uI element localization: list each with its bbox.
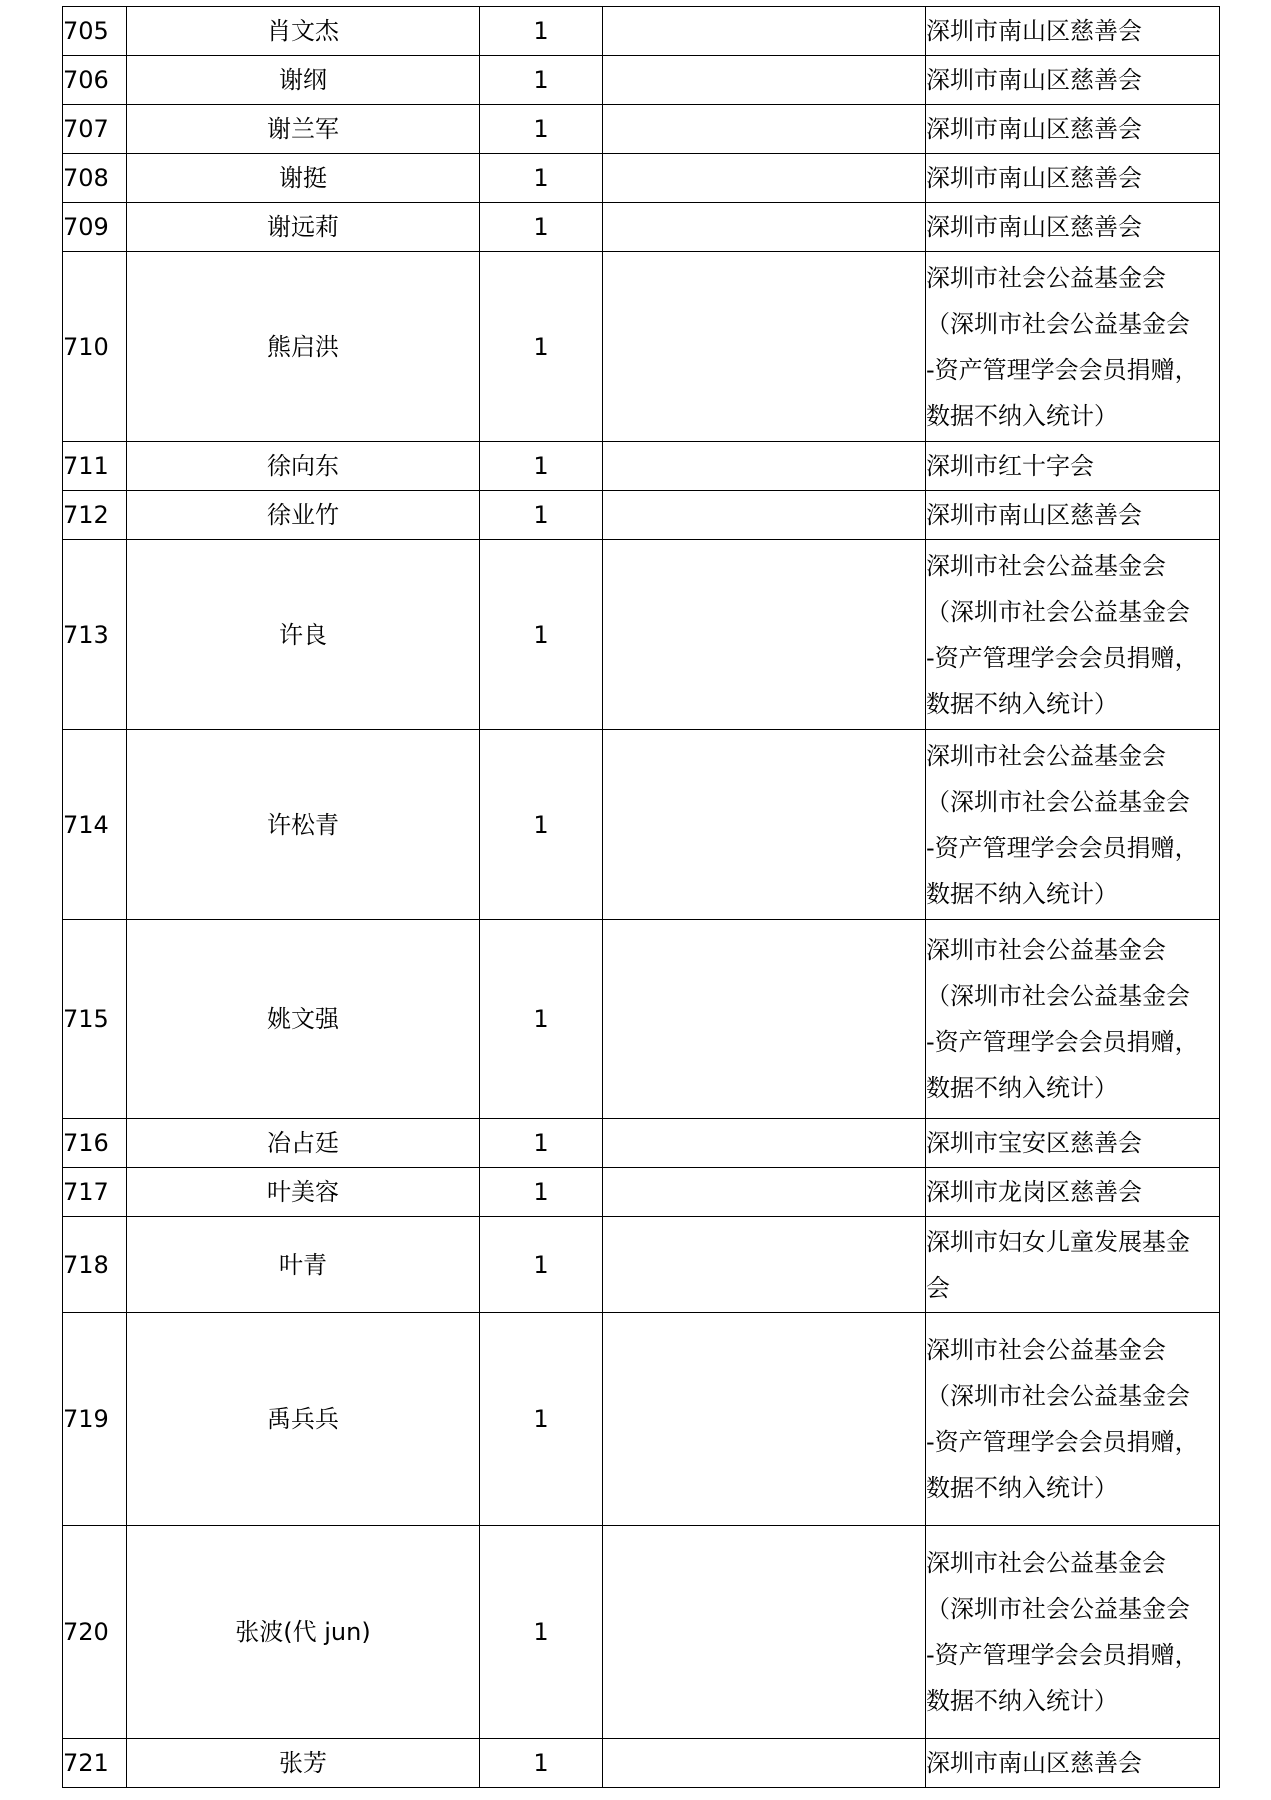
row-number-cell: 709 <box>63 203 127 252</box>
note-cell <box>603 154 926 203</box>
recipient-org-cell: 深圳市社会公益基金会 （深圳市社会公益基金会 -资产管理学会会员捐赠， 数据不纳入统计） <box>926 1313 1220 1526</box>
recipient-org-cell: 深圳市南山区慈善会 <box>926 105 1220 154</box>
recipient-org-cell: 深圳市南山区慈善会 <box>926 7 1220 56</box>
table-row <box>63 105 1220 154</box>
donor-name-cell: 叶青 <box>127 1217 480 1313</box>
donor-name-cell: 徐向东 <box>127 442 480 491</box>
recipient-org-cell: 深圳市红十字会 <box>926 442 1220 491</box>
donor-name-cell: 叶美容 <box>127 1168 480 1217</box>
recipient-org-cell: 深圳市社会公益基金会 （深圳市社会公益基金会 -资产管理学会会员捐赠， 数据不纳入统计） <box>926 730 1220 920</box>
amount-cell: 1 <box>480 1313 603 1526</box>
recipient-org-cell: 深圳市南山区慈善会 <box>926 203 1220 252</box>
table-row <box>63 491 1220 540</box>
row-number-cell: 720 <box>63 1526 127 1739</box>
recipient-org-cell: 深圳市宝安区慈善会 <box>926 1119 1220 1168</box>
row-number-cell: 707 <box>63 105 127 154</box>
table-row <box>63 540 1220 730</box>
donor-name-cell: 谢远莉 <box>127 203 480 252</box>
table-row <box>63 56 1220 105</box>
table-row <box>63 920 1220 1119</box>
donor-name-cell: 姚文强 <box>127 920 480 1119</box>
donor-name-cell: 肖文杰 <box>127 7 480 56</box>
amount-cell: 1 <box>480 1739 603 1788</box>
amount-cell: 1 <box>480 730 603 920</box>
amount-cell: 1 <box>480 920 603 1119</box>
note-cell <box>603 1119 926 1168</box>
recipient-org-cell: 深圳市社会公益基金会 （深圳市社会公益基金会 -资产管理学会会员捐赠， 数据不纳入统计） <box>926 1526 1220 1739</box>
row-number-cell: 719 <box>63 1313 127 1526</box>
note-cell <box>603 1313 926 1526</box>
note-cell <box>603 105 926 154</box>
recipient-org-cell: 深圳市社会公益基金会 （深圳市社会公益基金会 -资产管理学会会员捐赠， 数据不纳入统计） <box>926 540 1220 730</box>
table-row <box>63 1526 1220 1739</box>
note-cell <box>603 252 926 442</box>
donor-name-cell: 许良 <box>127 540 480 730</box>
row-number-cell: 714 <box>63 730 127 920</box>
recipient-org-cell: 深圳市南山区慈善会 <box>926 491 1220 540</box>
donor-name-cell: 徐业竹 <box>127 491 480 540</box>
table-row <box>63 1217 1220 1313</box>
table-row <box>63 442 1220 491</box>
amount-cell: 1 <box>480 1217 603 1313</box>
note-cell <box>603 1526 926 1739</box>
table-row <box>63 203 1220 252</box>
donor-name-cell: 熊启洪 <box>127 252 480 442</box>
amount-cell: 1 <box>480 154 603 203</box>
donor-name-cell: 禹兵兵 <box>127 1313 480 1526</box>
row-number-cell: 717 <box>63 1168 127 1217</box>
row-number-cell: 716 <box>63 1119 127 1168</box>
recipient-org-cell: 深圳市妇女儿童发展基金 会 <box>926 1217 1220 1313</box>
note-cell <box>603 491 926 540</box>
row-number-cell: 712 <box>63 491 127 540</box>
recipient-org-cell: 深圳市南山区慈善会 <box>926 154 1220 203</box>
row-number-cell: 706 <box>63 56 127 105</box>
donor-name-cell: 谢兰军 <box>127 105 480 154</box>
amount-cell: 1 <box>480 1119 603 1168</box>
donor-name-cell: 冶占廷 <box>127 1119 480 1168</box>
amount-cell: 1 <box>480 7 603 56</box>
amount-cell: 1 <box>480 105 603 154</box>
amount-cell: 1 <box>480 252 603 442</box>
note-cell <box>603 540 926 730</box>
table-row <box>63 252 1220 442</box>
donor-name-cell: 张芳 <box>127 1739 480 1788</box>
amount-cell: 1 <box>480 56 603 105</box>
row-number-cell: 710 <box>63 252 127 442</box>
row-number-cell: 711 <box>63 442 127 491</box>
note-cell <box>603 442 926 491</box>
table-row <box>63 1119 1220 1168</box>
row-number-cell: 718 <box>63 1217 127 1313</box>
note-cell <box>603 56 926 105</box>
recipient-org-cell: 深圳市社会公益基金会 （深圳市社会公益基金会 -资产管理学会会员捐赠， 数据不纳入统计） <box>926 252 1220 442</box>
amount-cell: 1 <box>480 203 603 252</box>
note-cell <box>603 203 926 252</box>
donor-name-cell: 张波(代 jun) <box>127 1526 480 1739</box>
amount-cell: 1 <box>480 491 603 540</box>
note-cell <box>603 7 926 56</box>
table-row <box>63 154 1220 203</box>
amount-cell: 1 <box>480 540 603 730</box>
recipient-org-cell: 深圳市南山区慈善会 <box>926 56 1220 105</box>
table-body <box>63 7 1220 1788</box>
table-row <box>63 730 1220 920</box>
recipient-org-cell: 深圳市南山区慈善会 <box>926 1739 1220 1788</box>
row-number-cell: 715 <box>63 920 127 1119</box>
donor-name-cell: 谢挺 <box>127 154 480 203</box>
note-cell <box>603 1217 926 1313</box>
row-number-cell: 721 <box>63 1739 127 1788</box>
table-row <box>63 1313 1220 1526</box>
note-cell <box>603 1739 926 1788</box>
donation-table <box>62 6 1220 1788</box>
row-number-cell: 708 <box>63 154 127 203</box>
row-number-cell: 713 <box>63 540 127 730</box>
amount-cell: 1 <box>480 1526 603 1739</box>
amount-cell: 1 <box>480 1168 603 1217</box>
recipient-org-cell: 深圳市龙岗区慈善会 <box>926 1168 1220 1217</box>
amount-cell: 1 <box>480 442 603 491</box>
table-row <box>63 7 1220 56</box>
note-cell <box>603 730 926 920</box>
row-number-cell: 705 <box>63 7 127 56</box>
donor-name-cell: 许松青 <box>127 730 480 920</box>
note-cell <box>603 1168 926 1217</box>
note-cell <box>603 920 926 1119</box>
donor-name-cell: 谢纲 <box>127 56 480 105</box>
table-row <box>63 1168 1220 1217</box>
recipient-org-cell: 深圳市社会公益基金会 （深圳市社会公益基金会 -资产管理学会会员捐赠， 数据不纳入统计） <box>926 920 1220 1119</box>
table-row <box>63 1739 1220 1788</box>
